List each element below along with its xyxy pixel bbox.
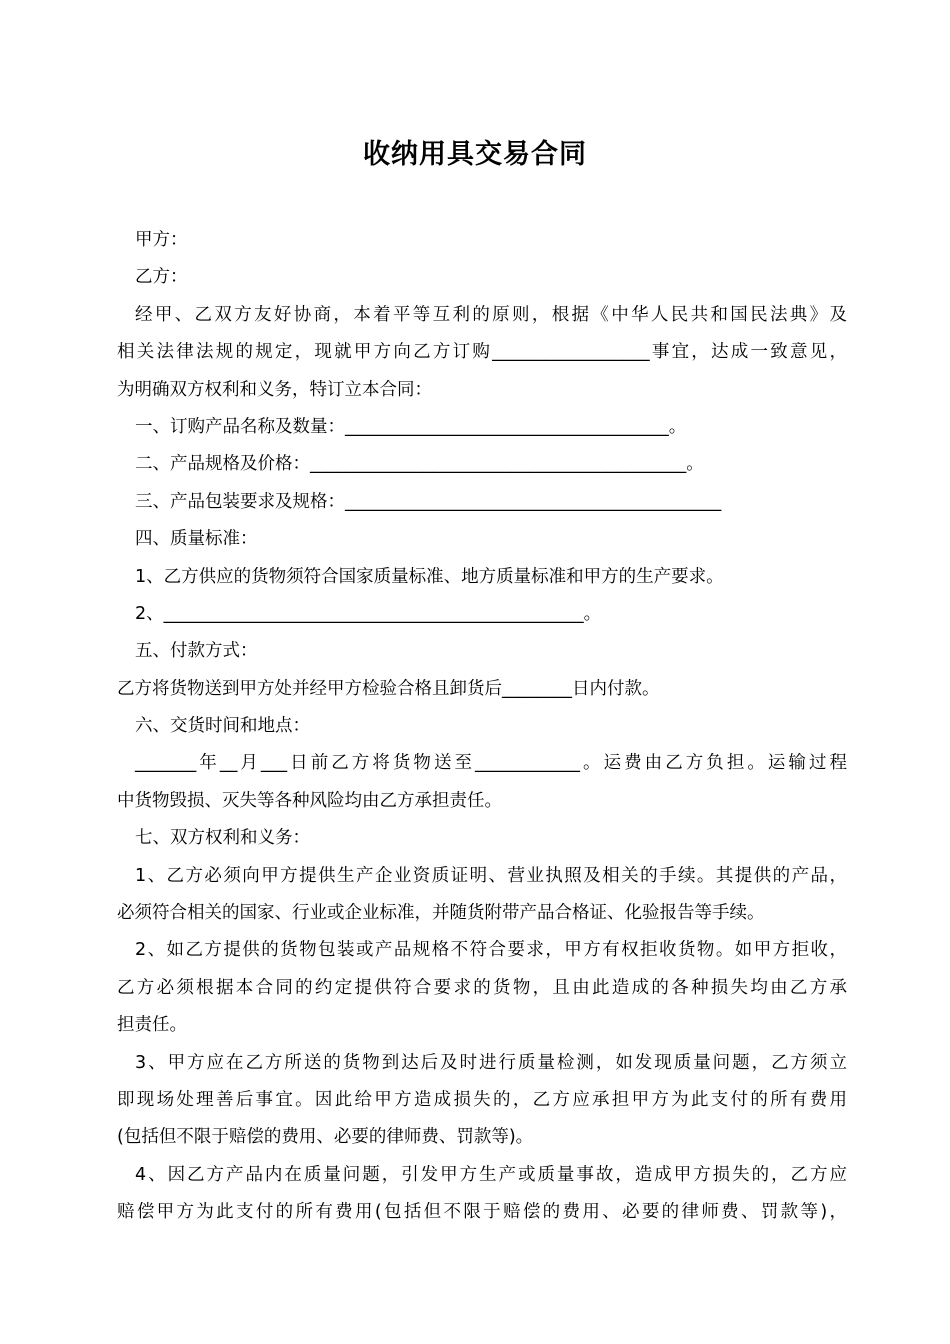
clause-item: 1、乙方供应的货物须符合国家质量标准、地方质量标准和甲方的生产要求。: [135, 566, 724, 587]
preamble-line: 经甲、乙双方友好协商，本着平等互利的原则，根据《中华人民共和国民法典》及: [135, 304, 847, 325]
clause-text: 乙方将货物送到甲方处并经甲方检验合格且卸货后________日内付款。: [117, 678, 660, 699]
clause-heading: 五、付款方式：: [135, 641, 258, 662]
clause-heading: 二、产品规格及价格：___________________________________________。: [135, 454, 704, 475]
clause-item: (包括但不限于赔偿的费用、必要的律师费、罚款等)。: [117, 1127, 534, 1148]
clause-heading: 一、订购产品名称及数量：_____________________________________。: [135, 416, 687, 437]
clause-item: 3、甲方应在乙方所送的货物到达后及时进行质量检测，如发现质量问题，乙方须立: [135, 1052, 847, 1073]
contract-body: [117, 222, 847, 1232]
clause-item: 即现场处理善后事宜。因此给甲方造成损失的，乙方应承担甲方为此支付的所有费用: [117, 1089, 847, 1110]
clause-heading: 七、双方权利和义务：: [135, 828, 310, 849]
clause-item: 必须符合相关的国家、行业或企业标准，并随货附带产品合格证、化验报告等手续。: [117, 903, 765, 924]
clause-item: 1、乙方必须向甲方提供生产企业资质证明、营业执照及相关的手续。其提供的产品，: [135, 865, 847, 886]
clause-item: 4、因乙方产品内在质量问题，引发甲方生产或质量事故，造成甲方损失的，乙方应: [135, 1164, 847, 1185]
party-b-line: 乙方：: [135, 267, 188, 288]
document-title: 收纳用具交易合同: [363, 139, 587, 170]
clause-heading: 六、交货时间和地点：: [135, 716, 310, 737]
clause-text: 中货物毁损、灭失等各种风险均由乙方承担责任。: [117, 790, 502, 811]
clause-item: 乙方必须根据本合同的约定提供符合要求的货物，且由此造成的各种损失均由乙方承: [117, 977, 847, 998]
party-a-line: 甲方：: [135, 230, 188, 250]
preamble-line: 相关法律法规的规定，现就甲方向乙方订购__________________事宜，达成一致意见，: [117, 342, 847, 363]
clause-item: 担责任。: [117, 1015, 187, 1036]
preamble-line: 为明确双方权利和义务，特订立本合同：: [117, 379, 432, 400]
clause-heading: 四、质量标准：: [135, 529, 258, 550]
clause-item: 赔偿甲方为此支付的所有费用(包括但不限于赔偿的费用、必要的律师费、罚款等)，: [117, 1202, 847, 1223]
clause-text: _______年__月___日前乙方将货物送至____________。运费由乙方负担。运输过程: [135, 753, 847, 774]
clause-heading: 三、产品包装要求及规格：___________________________________________: [135, 491, 722, 512]
clause-item: 2、________________________________________________。: [135, 603, 602, 624]
clause-item: 2、如乙方提供的货物包装或产品规格不符合要求，甲方有权拒收货物。如甲方拒收，: [135, 940, 847, 961]
